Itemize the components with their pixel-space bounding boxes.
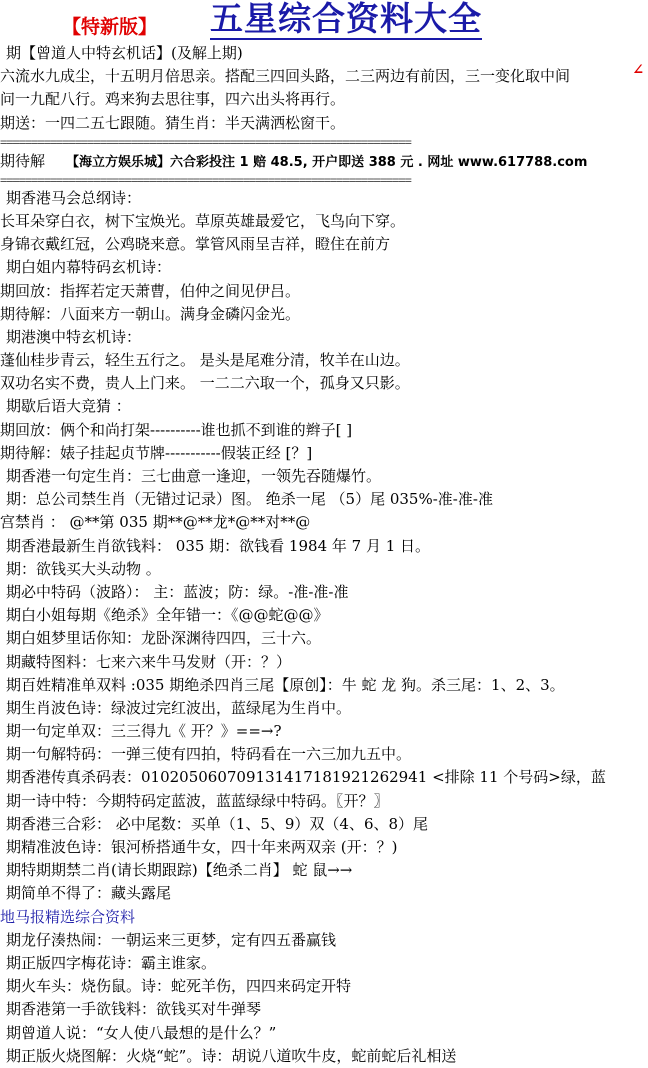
text-line: 期：总公司禁生肖（无错过记录）图。 绝杀一尾 （5）尾 035%-准-准-准 xyxy=(6,490,493,509)
text-line: 身锦衣戴红冠，公鸡晓来意。掌管风雨呈吉祥，瞪住在前方 xyxy=(0,235,391,254)
text-line: 期正版火烧图解：火烧“蛇”。诗：胡说八道吹牛皮，蛇前蛇后礼相送 xyxy=(6,1046,457,1065)
text-line: 期香港三合彩： 必中尾数：买单（1、5、9）双（4、6、8）尾 xyxy=(6,814,429,833)
text-line: 期【曾道人中特玄机话】(及解上期) xyxy=(6,44,243,62)
text-line: 期歇后语大竞猜 ： xyxy=(6,397,131,416)
text-line: 期香港第一手欲钱料：欲钱买对牛弹琴 xyxy=(6,1000,262,1019)
text-line: 期火车头：烧伤鼠。诗：蛇死羊伤，四四来码定开特 xyxy=(6,977,352,996)
text-line: 期香港马会总纲诗： xyxy=(6,188,142,207)
text-line: 期生肖波色诗：绿波过完红波出，蓝绿尾为生肖中。 xyxy=(6,698,352,717)
text-line: 长耳朵穿白衣，树下宝焕光。草原英雄最爱它，飞鸟向下穿。 xyxy=(0,211,406,230)
text-line: 蓬仙桂步青云，轻生五行之。 是头是尾难分清，牧羊在山边。 xyxy=(0,351,410,370)
text-line: 问一九配八行。鸡来狗去思往事，四六出头将再行。 xyxy=(0,90,346,109)
text-line: 期曾道人说：“女人使八最想的是什么？” xyxy=(6,1023,277,1042)
ad-banner-line xyxy=(0,149,648,173)
text-line: 期一句解特码：一弹三使有四拍，特码看在一六三加九五中。 xyxy=(6,745,412,764)
text-line: 期特期期禁二肖(请长期跟踪)【绝杀二肖】 蛇 鼠→→ xyxy=(6,861,353,880)
section-heading: 地马报精选综合资料 xyxy=(0,907,136,926)
line-label: 期待解 xyxy=(0,151,46,170)
text-line: 期正版四字梅花诗：霸主谁家。 xyxy=(6,953,217,972)
ad-text: 【海立方娱乐城】六合彩投注 1 赔 48.5, 开户即送 388 元 . 网址 www.617788.com xyxy=(66,154,588,170)
text-line: 期待解：八面来方一朝山。满身金磷闪金光。 xyxy=(0,304,301,323)
text-line: 期回放：指挥若定天萧曹，伯仲之间见伊吕。 xyxy=(0,281,301,300)
document-body xyxy=(0,42,648,1068)
text-line: 期送：一四二五七跟随。猜生肖：半天满洒松窗干。 xyxy=(0,113,346,132)
text-line: 期白小姐每期《绝杀》全年错一：《@@蛇@@》 xyxy=(6,606,329,625)
text-line: 期回放：俩个和尚打架----------谁也抓不到谁的辫子[ ] xyxy=(0,420,353,439)
text-line: 期必中特码（波路）： 主：蓝波；防：绿。-准-准-准 xyxy=(6,582,349,601)
text-line: 期藏特图料：七来六来牛马发财（开：？） xyxy=(6,652,292,671)
text-line: 期待解：婊子挂起贞节牌-----------假装正经 [？] xyxy=(0,443,313,462)
edition-badge: 【特新版】 xyxy=(62,16,158,38)
text-line: 期白姐内幕特码玄机诗： xyxy=(6,258,172,277)
text-line: 期港澳中特玄机诗： xyxy=(6,327,142,346)
text-line: 期简单不得了：藏头露尾 xyxy=(6,884,172,903)
text-line: 期百姓精准单双料 :035 期绝杀四肖三尾【原创】：牛 蛇 龙 狗。杀三尾：1、2、3。 xyxy=(6,675,565,694)
text-line: 期一句定单双：三三得九《 开？》==→? xyxy=(6,722,282,741)
red-mark: ∠ xyxy=(632,62,644,78)
text-line: 期：欲钱买大头动物 。 xyxy=(6,559,161,578)
separator-line: ================================================================== xyxy=(0,134,411,149)
text-line: 双功名实不费，贵人上门来。 一二二六取一个，孤身又只影。 xyxy=(0,374,410,393)
page-title: 五星综合资料大全 xyxy=(210,0,482,38)
text-line: 期香港最新生肖欲钱料： 035 期：欲钱看 1984 年 7 月 1 日。 xyxy=(6,536,431,555)
text-line: 期龙仔湊热闹：一朝运来三更梦，定有四五番赢钱 xyxy=(6,930,337,949)
text-line: 宫禁肖 ： @**第 035 期**@**龙*@**对**@ xyxy=(0,513,311,532)
text-line: 期白姐梦里话你知：龙卧深渊待四四，三十六。 xyxy=(6,629,322,648)
text-line: 期香港一句定生肖：三七曲意一逢迎，一领先吞随爆竹。 xyxy=(6,467,382,485)
text-line: 期精准波色诗：银河桥搭通牛女，四十年来两双亲 (开：？) xyxy=(6,838,398,856)
text-line: 期一诗中特：今期特码定蓝波，蓝蓝绿绿中特码。〖开？〗 xyxy=(6,791,389,810)
text-line: 六流水九成尘，十五明月倍思亲。搭配三四回头路，二三两边有前因，三一变化取中间 xyxy=(0,67,571,86)
page-header xyxy=(0,0,648,42)
text-line: 期香港传真杀码表：01020506070913141718192126​2941 <排除 11 个号码>绿，蓝 xyxy=(6,768,606,787)
separator-line: ================================================================== xyxy=(0,172,411,187)
